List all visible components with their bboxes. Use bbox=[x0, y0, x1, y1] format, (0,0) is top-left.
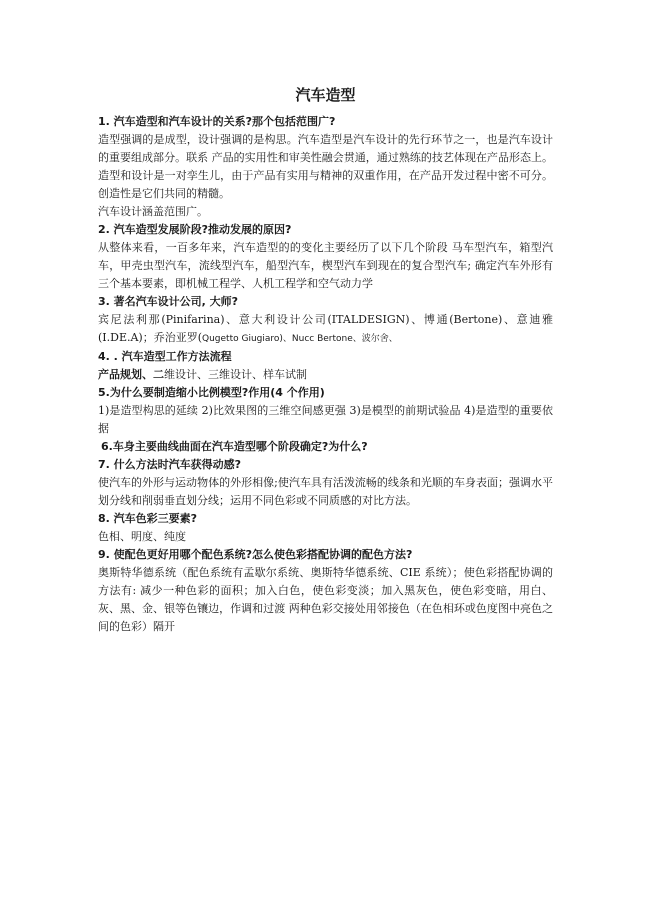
answer-1: 造型强调的是成型，设计强调的是构思。汽车造型是汽车设计的先行环节之一，也是汽车设计的重要组成部分。联系 产品的实用性和审美性融会贯通，通过熟练的技艺体现在产品形态上。造型和设计是一对孪生儿，由于产品有实用与精神的双重作用，在产品开发过程中密不可分。创造性是它们共同的精髓。 bbox=[98, 133, 553, 200]
document-page bbox=[98, 84, 553, 636]
answer-3 bbox=[98, 311, 553, 348]
question-4: 4. . 汽车造型工作方法流程 bbox=[98, 350, 232, 363]
answer-2: 从整体来看，一百多年来，汽车造型的的变化主要经历了以下几个阶段 马车型汽车，箱型汽车，甲壳虫型汽车，流线型汽车，船型汽车，楔型汽车到现在的复合型汽车; 确定汽车外形有三个基本要素，即机械工程学、人机工程学和空气动力学 bbox=[98, 241, 553, 290]
answer-1-note: 汽车设计涵盖范围广。 bbox=[98, 205, 208, 218]
question-9: 9. 使配色更好用哪个配色系统?怎么使色彩搭配协调的配色方法? bbox=[98, 548, 413, 561]
question-3: 3. 著名汽车设计公司, 大师? bbox=[98, 295, 239, 308]
question-8: 8. 汽车色彩三要素? bbox=[98, 512, 198, 525]
question-6: 6.车身主要曲线曲面在汽车造型哪个阶段确定?为什么? bbox=[101, 440, 368, 453]
answer-3-tail: 波尔舍、 bbox=[361, 334, 398, 344]
answer-5: 1)是造型构思的延续 2)比效果图的三维空间感更强 3)是模型的前期试验品 4)是造型的重要依据 bbox=[98, 404, 553, 435]
question-5: 5.为什么要制造缩小比例模型?作用(4 个作用) bbox=[98, 386, 325, 399]
answer-8: 色相、明度、纯度 bbox=[98, 530, 186, 543]
answer-3-main: 宾尼法利那(Pinifarina)、意大利设计公司(ITALDESIGN)、博通(Bertone)、意迪雅(I.DE.A)；乔治亚罗( bbox=[98, 313, 553, 344]
question-2: 2. 汽车造型发展阶段?推动发展的原因? bbox=[98, 223, 292, 236]
question-1: 1. 汽车造型和汽车设计的关系?那个包括范围广? bbox=[98, 115, 336, 128]
answer-3-small: Qugetto Giugiaro)、Nucc Bertone、 bbox=[202, 334, 362, 344]
answer-4-bold: 产品规划、二 bbox=[98, 368, 164, 381]
answer-9: 奥斯特华德系统（配色系统有孟歇尔系统、奥斯特华德系统、CIE 系统）；使色彩搭配协调的方法有: 减少一种色彩的面积；加入白色，使色彩变淡；加入黑灰色，使色彩变暗，用白、灰、黑、金、银等色镶边，作调和过渡 两种色彩交接处用邻接色（在色相环或色度图中亮色之间的色彩）隔开 bbox=[98, 566, 553, 633]
document-title: 汽车造型 bbox=[295, 86, 356, 104]
answer-4 bbox=[98, 366, 553, 384]
answer-7: 使汽车的外形与运动物体的外形相像;使汽车具有活泼流畅的线条和光顺的车身表面；强调水平划分线和削弱垂直划分线；运用不同色彩或不同质感的对比方法。 bbox=[98, 476, 553, 507]
question-7: 7. 什么方法时汽车获得动感? bbox=[98, 458, 242, 471]
answer-4-rest: 维设计、三维设计、样车试制 bbox=[164, 368, 307, 381]
